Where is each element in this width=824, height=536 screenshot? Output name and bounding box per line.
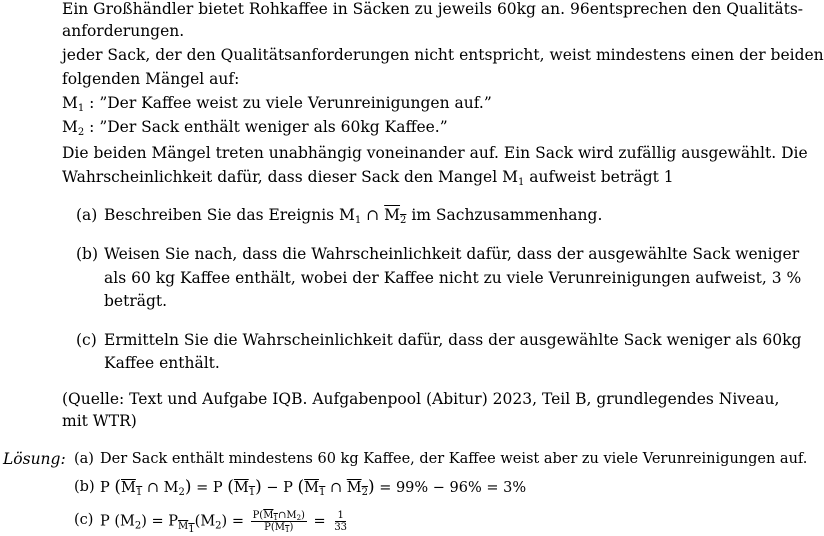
solution-b-formula: P ($M_1$ ∩ $M_2) = P$ $(M_1) - P$ ($M_1$ ∩ $M_2) = 99\% - 96\% = 3\%$ xyxy=(100,477,527,498)
independence-line-1: Die beiden Mängel treten unabhängig voneinander auf. Ein Sack wird zufällig ausgewählt. Die xyxy=(62,144,808,162)
solution-c-formula: P $(M_2) = P_{M_1}(M_2)$ = $\frac{P(M_1\cap M_2)}{P(M_1)}$ = $\frac{1}{33}$ xyxy=(100,510,348,535)
item-a-text: Beschreiben Sie das Ereignis $M_1$ ∩ $M_2$ im Sachzusammenhang. xyxy=(104,206,603,226)
result-fraction: $\frac{1}{33}$ xyxy=(334,510,348,533)
solution-label: Lösung: xyxy=(3,450,66,468)
solution-c-label: (c) xyxy=(74,512,94,528)
item-c-line-2: Kaffee enthält. xyxy=(104,354,220,372)
defect-m1: $M_1$ : ”Der Kaffee weist zu viele Verunreinigungen auf.” xyxy=(62,94,492,114)
conditional-fraction: $\frac{P(M_1\cap M_2)}{P(M_1)}$ xyxy=(252,510,305,534)
solution-b-label: (b) xyxy=(74,479,95,495)
intro-line-3: jeder Sack, der den Qualitätsanforderungen nicht entspricht, weist mindestens einen der beiden xyxy=(62,46,824,64)
solution-a-text: Der Sack enthält mindestens 60 kg Kaffee, der Kaffee weist aber zu viele Verunreinigungen auf. xyxy=(100,451,808,467)
solution-b-result: = 99% − 96% = 3% xyxy=(379,480,527,496)
intro-line-2: anforderungen. xyxy=(62,22,185,40)
item-b-line-3: beträgt. xyxy=(104,292,168,310)
item-b-label: (b) xyxy=(76,245,99,263)
source-line-2: mit WTR) xyxy=(62,412,137,430)
source-line-1: (Quelle: Text und Aufgabe IQB. Aufgabenpool (Abitur) 2023, Teil B, grundlegendes Niveau, xyxy=(62,390,780,408)
intro-line-1: Ein Großhändler bietet Rohkaffee in Säcken zu jeweils 60kg an. 96entsprechen den Qualitäts- xyxy=(62,0,804,18)
intro-line-4: folgenden Mängel auf: xyxy=(62,70,240,88)
independence-line-2: Wahrscheinlichkeit dafür, dass dieser Sack den Mangel $M_1$ aufweist beträgt 1 xyxy=(62,168,674,188)
item-b-line-2: als 60 kg Kaffee enthält, wobei der Kaffee nicht zu viele Verunreinigungen aufweist, 3 % xyxy=(104,269,802,287)
item-c-label: (c) xyxy=(76,331,97,349)
item-a-label: (a) xyxy=(76,206,98,224)
defect-m2: $M_2$ : ”Der Sack enthält weniger als 60kg Kaffee.” xyxy=(62,118,448,138)
item-c-line-1: Ermitteln Sie die Wahrscheinlichkeit dafür, dass der ausgewählte Sack weniger als 60kg xyxy=(104,331,802,349)
item-b-line-1: Weisen Sie nach, dass die Wahrscheinlichkeit dafür, dass der ausgewählte Sack weniger xyxy=(104,245,800,263)
solution-a-label: (a) xyxy=(74,451,94,467)
